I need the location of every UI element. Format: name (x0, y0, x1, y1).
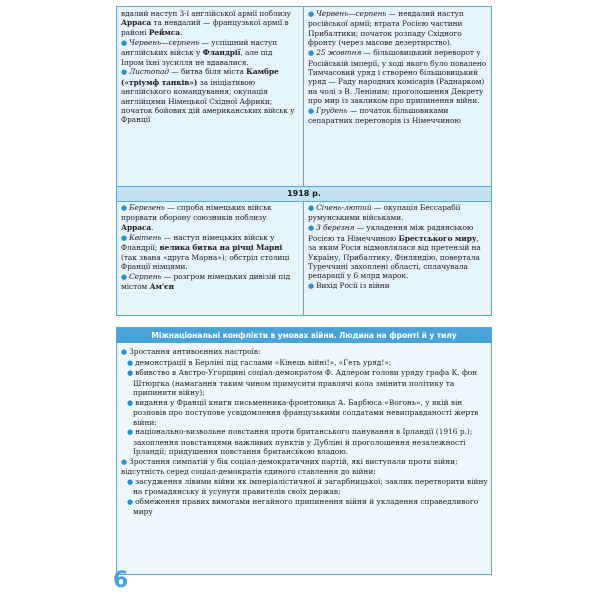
section-body (121, 347, 489, 517)
bullet-icon: ● (127, 358, 134, 367)
list-item: ● Зростання антивоєнних настроїв: (121, 347, 261, 356)
column-divider-top (303, 7, 304, 186)
conflicts-section (116, 327, 492, 575)
bullet-icon: ● (308, 282, 315, 291)
bullet-icon: ● (121, 38, 128, 47)
bullet-icon: ● (308, 224, 315, 233)
list-item: ● видання у Франції книги письменника-фронтовика А. Барбюса «Вогонь», у якій він розповів про поступове усвідомлення французькими солдатами невиправданості жертв війни; (127, 397, 479, 427)
section-title: Міжнаціональні конфлікти в умовах війни. Людина на фронті й у тилу (117, 328, 491, 343)
bullet-icon: ● (127, 497, 134, 506)
list-item: ● демонстрації в Берліні під гаслами «Кінець війні!», «Геть уряд!»; (127, 357, 392, 367)
bullet-icon: ● (308, 10, 315, 18)
bullet-icon: ● (121, 272, 128, 281)
page-number: 6 (113, 568, 129, 593)
bullet-icon: ● (127, 398, 134, 407)
list-item: ● національно-визвольне повстання проти британського панування в Ірландії (1916 р.); захоплення повстанцями важливих пунктів у Дубліні й проголошення незалежності Ірландії; придушення повстання британською владою. (127, 427, 473, 456)
bullet-icon: ● (308, 204, 315, 212)
page-margin (0, 0, 112, 600)
bullet-icon: ● (121, 233, 128, 242)
column-divider-bottom (303, 200, 304, 316)
list-item: ● обмеження правих вимогами негайного припинення війни й укладення справедливого миру (127, 496, 479, 516)
bullet-icon: ● (127, 477, 134, 486)
bullet-icon: ● (121, 204, 128, 212)
list-item: ● засудження лівими війни як імперіалістичної й загарбницької; заклик перетворити війну на громадянську й усунути правителів своїх держав; (127, 476, 488, 496)
top-right-cell: ● Червень—серпень — невдалий наступ російської армії; втрата Росією частини Прибалтики; початок розпаду Східного фронту (через масове дезертирство). ● 25 жовтня — більшовицький переворот у Російській імперії, у ході якого було повалено Тимчасовий уряд і створено більшовицький уряд — Раду народних комісарів (Раднарком) на чолі з В. Леніним; проголошення Декрету про мир із закликом про припинення війни. ● Грудень — початок більшовиками сепаратних переговорів із Німеччиною (308, 9, 487, 126)
top-left-cell: вдалий наступ 3-ї англійської армії поблизу Арраса та невдалий — французької армії в районі Реймса. ● Червень—серпень — успішний наступ англійських військ у Фландрії, але під Іпром їхні зусилля не вдавалися. ● Листопад — битва біля міста Камбре («тріумф танків») за ініціативою англійського командування; окупація англійцями Німецької Східної Африки; початок бойових дій американських військ у Франції (121, 9, 295, 125)
year-heading: 1918 р. (117, 186, 491, 202)
bullet-icon: ● (127, 428, 134, 436)
list-item: ● вбивство в Австро-Угорщині соціал-демократом Ф. Адлером голови уряду графа К. фон Штюргка (намагання таким чином примусити правлячі кола змінити політику та припинити війну); (127, 368, 478, 397)
bullet-icon: ● (308, 49, 315, 58)
bullet-icon: ● (121, 68, 128, 77)
chronology-table (116, 6, 492, 316)
bullet-icon: ● (308, 107, 315, 116)
list-item: ● Зростання симпатій у бік соціал-демократичних партій, які виступали проти війни; відсутність серед соціал-демократів єдиного ставлення до війни: (121, 456, 458, 476)
bullet-icon: ● (121, 348, 128, 356)
bottom-left-cell: ● Березень — спроба німецьких військ прорвати оборону союзників поблизу Арраса. ● Квітень — наступ німецьких військ у Фландрії; велика битва на річці Марні (так звана «друга Марна»); обстріл столиці Франції німцями. ● Серпень — розгром німецьких дивізій під містом Ам'єн (121, 203, 291, 292)
bullet-icon: ● (121, 457, 128, 466)
bottom-right-cell: ● Січень-лютий — окупація Бессарабії румунськими військами. ● 3 березня — укладення між радянською Росією та Німеччиною Брестського миру, за яким Росія відмовлялася від претензій на Україну, Прибалтику, Фінляндію, повертала Туреччині захоплені області, сплачувала репарації у 6 млрд марок. ● Вихід Росії із війни (308, 203, 481, 291)
bullet-icon: ● (127, 369, 134, 377)
